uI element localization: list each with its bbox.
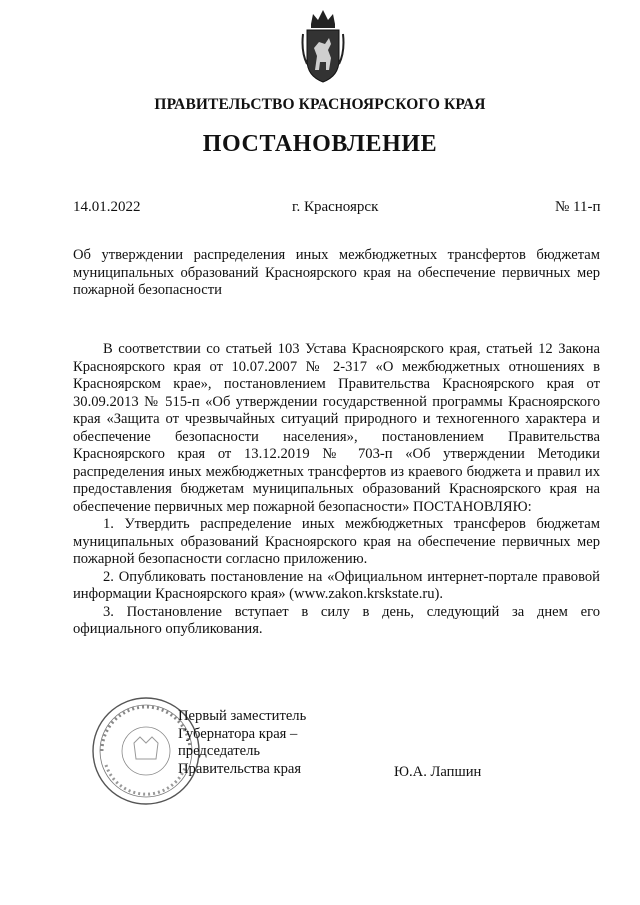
document-date: 14.01.2022 [73, 199, 141, 215]
government-title: ПРАВИТЕЛЬСТВО КРАСНОЯРСКОГО КРАЯ [154, 96, 486, 113]
signatory-name: Ю.А. Лапшин [394, 764, 482, 780]
document-type-title: ПОСТАНОВЛЕНИЕ [202, 131, 438, 157]
signatory-position [178, 708, 306, 778]
position-line: Губернатора края – [178, 725, 298, 742]
preamble-paragraph: В соответствии со статьей 103 Устава Красноярского края, статьей 12 Закона Красноярского края от 10.07.2007 № 2-317 «О межбюджетных отношениях в Красноярском крае», постановлением Правительства Красноярского края от 30.09.2013 № 515-п «Об утверждении государственной программы Красноярского края «Защита от чрезвычайных ситуаций природного и техногенного характера и обеспечение безопасности населения», постановлением Правительства Красноярского края от 13.12.2019 № 703-п «Об утверждении Методики распределения иных межбюджетных трансфертов из краевого бюджета и правил их предоставления бюджетам муниципальных образований Красноярского края на обеспечение первичных мер пожарной безопасности» ПОСТАНОВЛЯЮ: [73, 341, 600, 515]
document-number: № 11-п [555, 199, 601, 215]
document-subject: Об утверждении распределения иных межбюджетных трансфертов бюджетам муниципальных образований Красноярского края на обеспечение первичных мер пожарной безопасности [73, 247, 600, 298]
item-1-paragraph: 1. Утвердить распределение иных межбюджетных трансферов бюджетам муниципальных образований Красноярского края на обеспечение первичных мер пожарной безопасности согласно приложению. [73, 516, 600, 567]
document-body [73, 341, 600, 639]
coat-of-arms-icon [301, 4, 345, 86]
item-3-paragraph: 3. Постановление вступает в силу в день, следующий за днем его официального опубликования. [73, 603, 600, 637]
position-line: Первый заместитель [178, 708, 307, 724]
position-line: председатель [178, 743, 261, 759]
item-2-paragraph: 2. Опубликовать постановление на «Официальном интернет-портале правовой информации Красноярского края» (www.zakon.krskstate.ru). [73, 568, 600, 602]
position-line: Правительства края [178, 760, 302, 777]
document-city: г. Красноярск [292, 199, 379, 215]
